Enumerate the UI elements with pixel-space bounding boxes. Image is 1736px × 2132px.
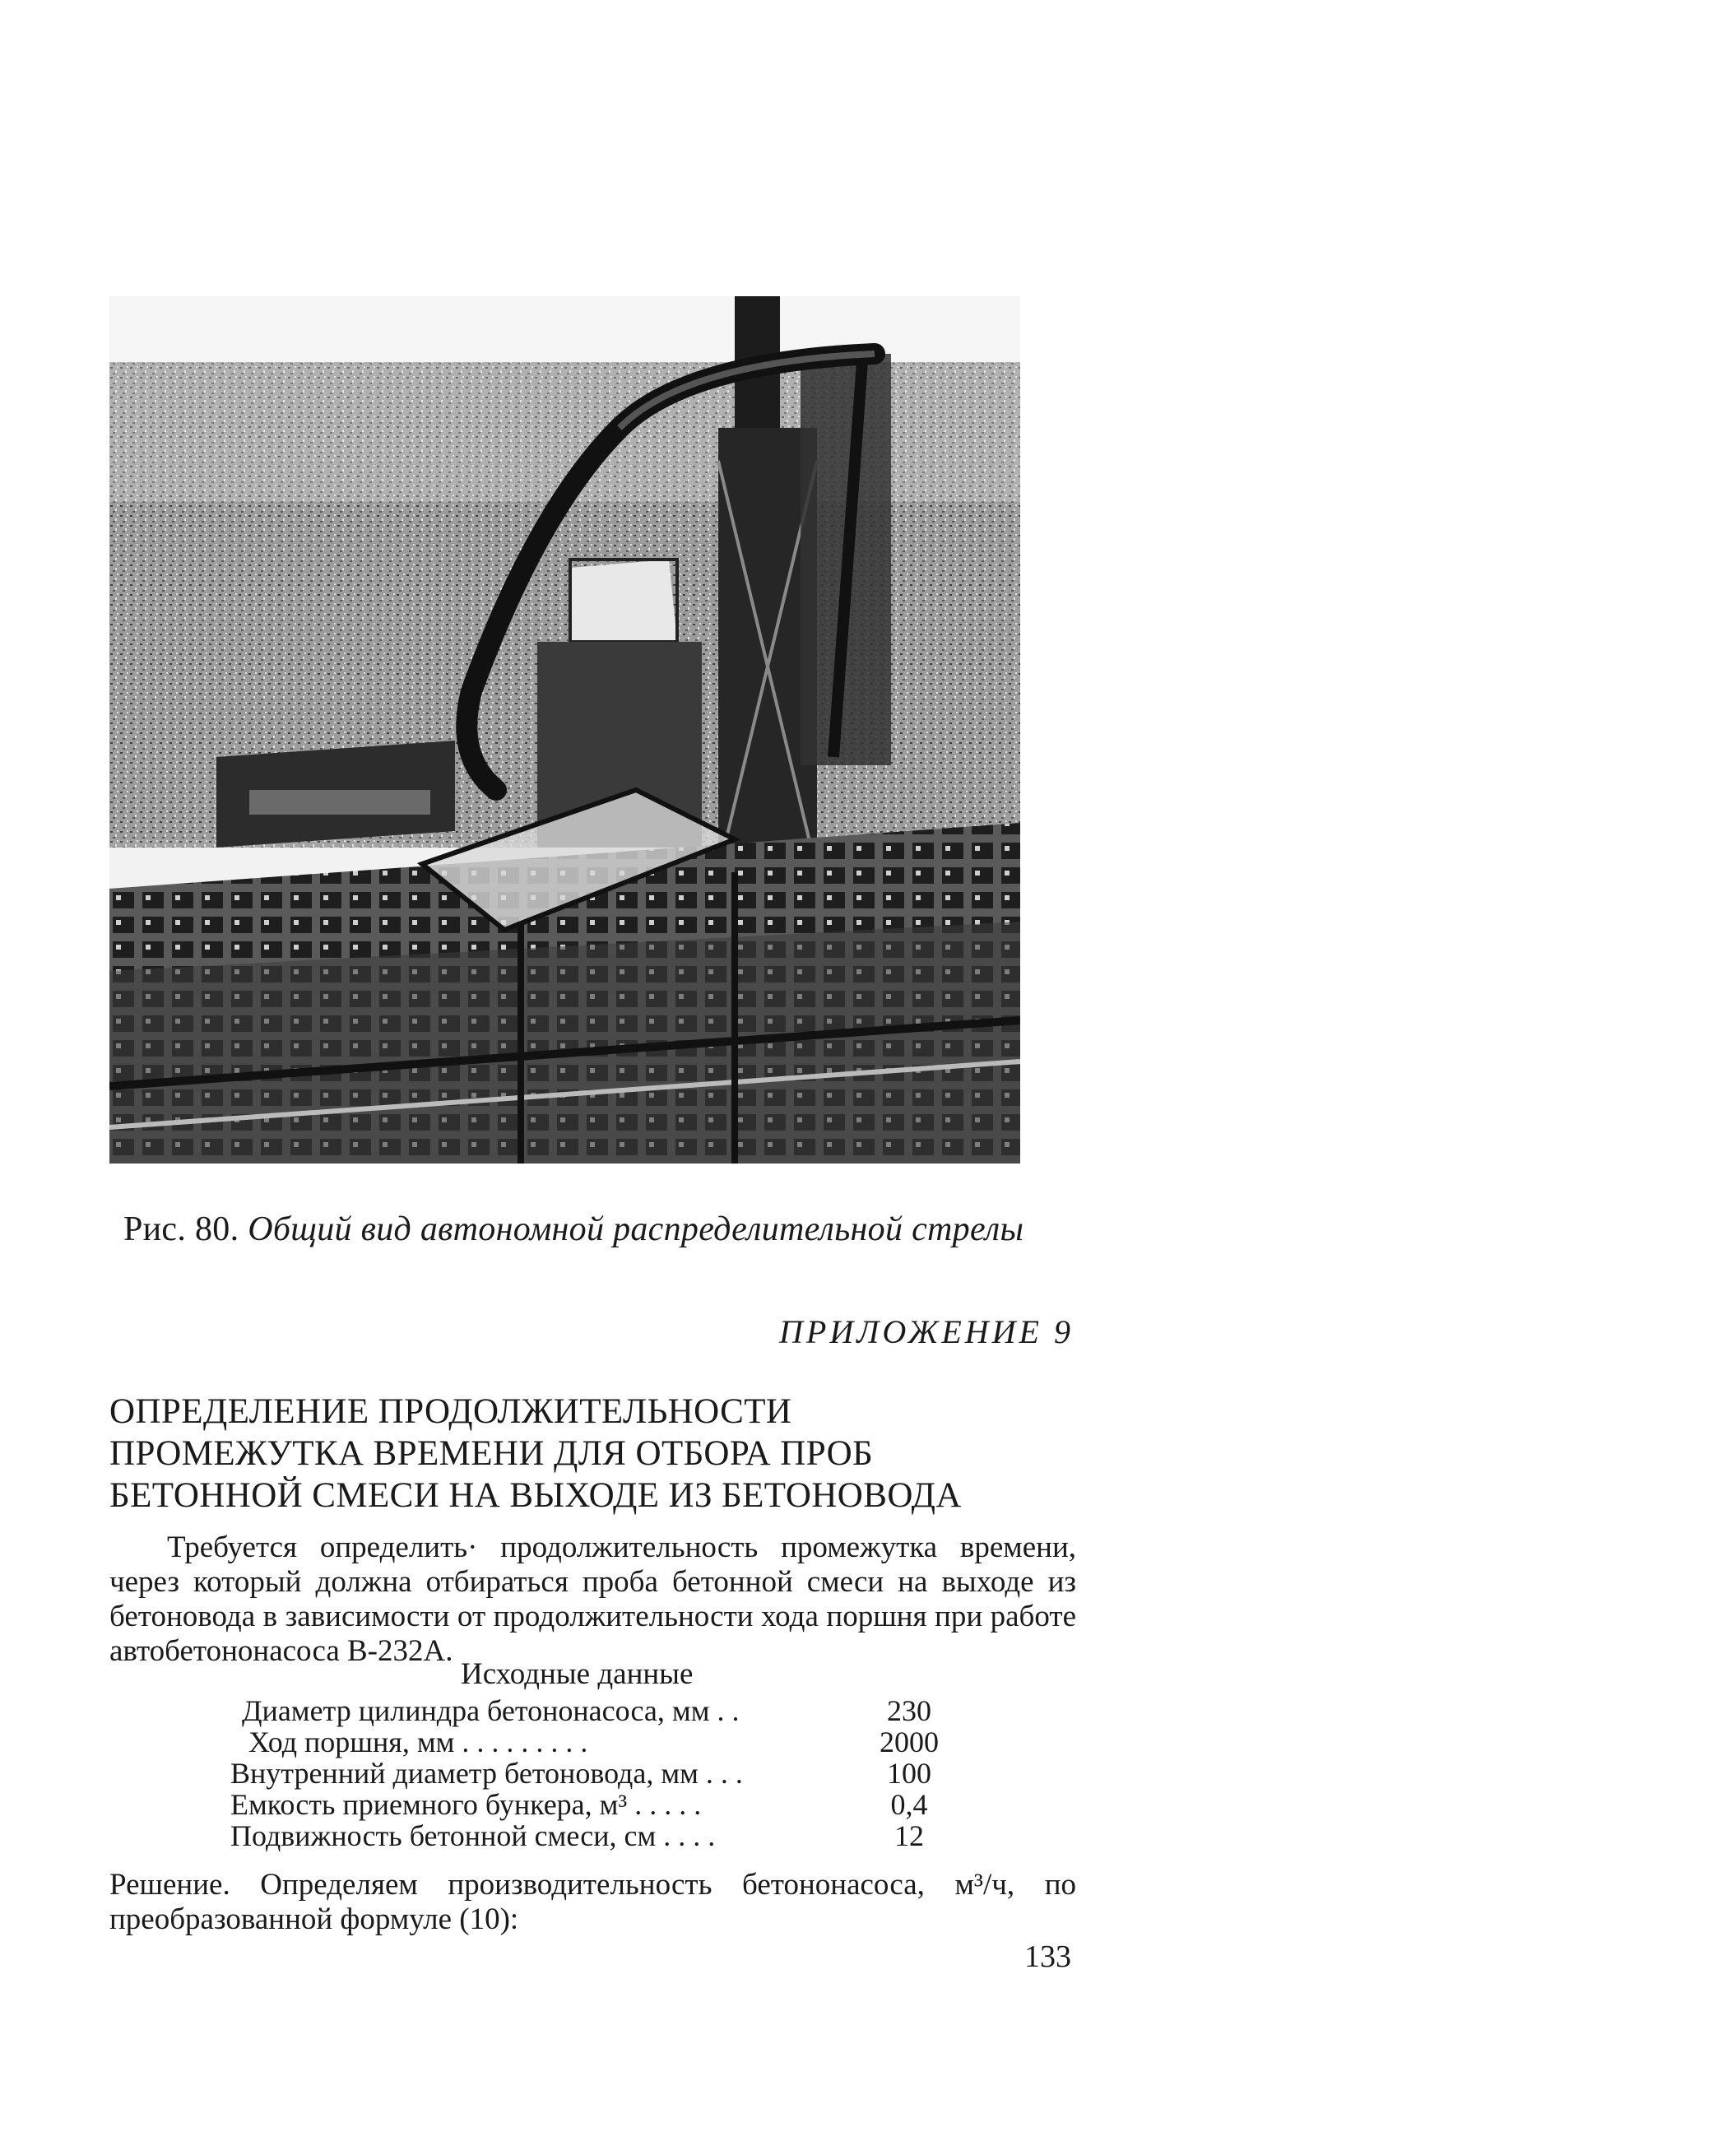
data-label: Диаметр цилиндра бетононасоса, мм . . [242,1694,740,1727]
data-row [230,1820,954,1851]
data-value: 2000 [880,1726,939,1758]
data-value: 12 [894,1819,924,1852]
data-value: 0,4 [890,1788,928,1821]
data-label: Ход поршня, мм . . . . . . . . . [248,1726,588,1758]
data-value: 230 [887,1694,931,1727]
construction-site-illustration [109,296,1020,1164]
figure-photo [109,296,1020,1164]
appendix-label: ПРИЛОЖЕНИЕ 9 [779,1313,1074,1350]
figure-caption [123,1210,1023,1249]
page-number: 133 [1024,1939,1071,1974]
data-row [230,1695,954,1726]
data-value: 100 [887,1757,931,1790]
data-row [230,1726,954,1758]
data-row [230,1789,954,1820]
input-data-list [230,1695,954,1851]
intro-paragraph: Требуется определить· продолжительность промежутка времени, через который должна отбираться проба бетонной смеси на выходе из бетоновода в зависимости от продолжительности хода поршня при работе автобетононасоса В-232А. [109,1530,1076,1668]
solution-paragraph: Решение. Определяем производительность бетононасоса, м³/ч, по преобразованной формуле (10): [109,1868,1076,1936]
figure-caption-text: Общий вид автономной распределительной стрелы [248,1210,1024,1248]
data-label: Емкость приемного бункера, м³ . . . . . [230,1788,702,1821]
title-line: ПРОМЕЖУТКА ВРЕМЕНИ ДЛЯ ОТБОРА ПРОБ [109,1434,874,1473]
section-title [109,1391,962,1517]
figure-number: Рис. 80. [123,1210,239,1248]
data-label: Подвижность бетонной смеси, см . . . . [230,1819,716,1852]
data-row [230,1758,954,1789]
data-label: Внутренний диаметр бетоновода, мм . . . [230,1757,743,1790]
title-line: БЕТОННОЙ СМЕСИ НА ВЫХОДЕ ИЗ БЕТОНОВОДА [109,1476,962,1515]
input-data-heading: Исходные данные [461,1657,694,1691]
title-line: ОПРЕДЕЛЕНИЕ ПРОДОЛЖИТЕЛЬНОСТИ [109,1392,792,1431]
